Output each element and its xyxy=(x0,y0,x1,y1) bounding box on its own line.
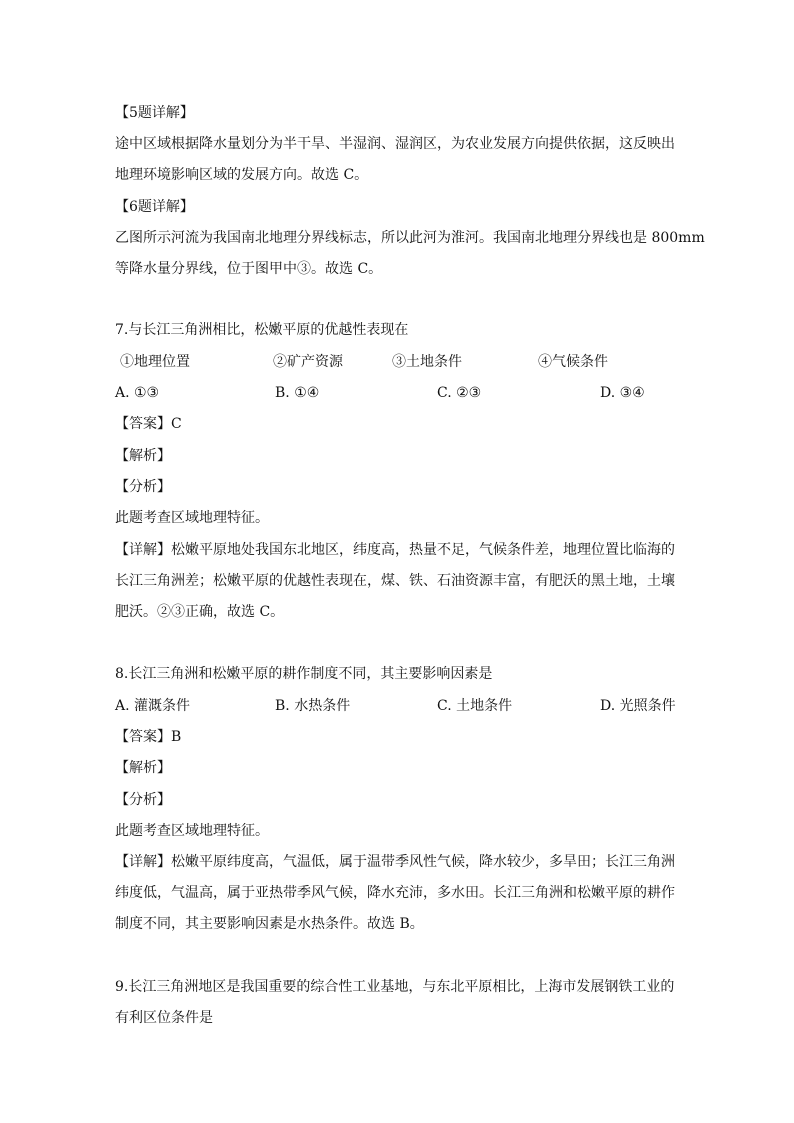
q7-answer: 【答案】C xyxy=(115,416,182,432)
q8-option-d: D. 光照条件 xyxy=(600,698,676,714)
q8-detail-1: 【详解】松嫩平原纬度高，气温低，属于温带季风性气候，降水较少，多旱田；长江三角洲 xyxy=(115,854,675,870)
q7-fenxi: 【分析】 xyxy=(115,479,171,495)
q7-option-a: A. ①③ xyxy=(115,385,160,401)
q7-item-3: ③土地条件 xyxy=(392,354,462,370)
q7-detail-3: 肥沃。②③正确，故选 C。 xyxy=(115,604,285,620)
q7-item-2: ②矿产资源 xyxy=(273,354,343,370)
q8-fenxi-text: 此题考查区域地理特征。 xyxy=(115,823,269,839)
q8-detail-2: 纬度低，气温高，属于亚热带季风气候，降水充沛，多水田。长江三角洲和松嫩平原的耕作 xyxy=(115,885,675,901)
q5-heading: 【5题详解】 xyxy=(115,105,194,121)
q7-stem: 7.与长江三角洲相比，松嫩平原的优越性表现在 xyxy=(115,322,409,338)
q7-fenxi-text: 此题考查区域地理特征。 xyxy=(115,510,269,526)
q8-answer: 【答案】B xyxy=(115,729,182,745)
q7-option-d: D. ③④ xyxy=(600,385,645,401)
q8-stem: 8.长江三角洲和松嫩平原的耕作制度不同，其主要影响因素是 xyxy=(115,666,493,682)
q8-option-a: A. 灌溉条件 xyxy=(115,698,191,714)
q8-option-c: C. 土地条件 xyxy=(437,698,513,714)
q7-jiexi: 【解析】 xyxy=(115,448,171,464)
q6-line-2: 等降水量分界线，位于图甲中③。故选 C。 xyxy=(115,261,383,277)
q7-option-b: B. ①④ xyxy=(275,385,320,401)
q7-detail-2: 长江三角洲差；松嫩平原的优越性表现在，煤、铁、石油资源丰富，有肥沃的黑土地，土壤 xyxy=(115,573,675,589)
q6-line-1: 乙图所示河流为我国南北地理分界线标志，所以此河为淮河。我国南北地理分界线也是 800mm xyxy=(115,230,705,246)
q5-line-1: 途中区域根据降水量划分为半干旱、半湿润、湿润区，为农业发展方向提供依据，这反映出 xyxy=(115,136,675,152)
q8-fenxi: 【分析】 xyxy=(115,792,171,808)
q7-item-4: ④气候条件 xyxy=(538,354,608,370)
q7-item-1: ①地理位置 xyxy=(120,354,190,370)
q6-heading: 【6题详解】 xyxy=(115,199,194,215)
q7-detail-1: 【详解】松嫩平原地处我国东北地区，纬度高，热量不足，气候条件差，地理位置比临海的 xyxy=(115,542,675,558)
q8-option-b: B. 水热条件 xyxy=(275,698,351,714)
q5-line-2: 地理环境影响区域的发展方向。故选 C。 xyxy=(115,167,369,183)
q8-jiexi: 【解析】 xyxy=(115,760,171,776)
q8-detail-3: 制度不同，其主要影响因素是水热条件。故选 B。 xyxy=(115,916,424,932)
q9-stem-1: 9.长江三角洲地区是我国重要的综合性工业基地，与东北平原相比，上海市发展钢铁工业的 xyxy=(115,979,675,995)
q7-option-c: C. ②③ xyxy=(437,385,482,401)
q9-stem-2: 有利区位条件是 xyxy=(115,1010,213,1026)
